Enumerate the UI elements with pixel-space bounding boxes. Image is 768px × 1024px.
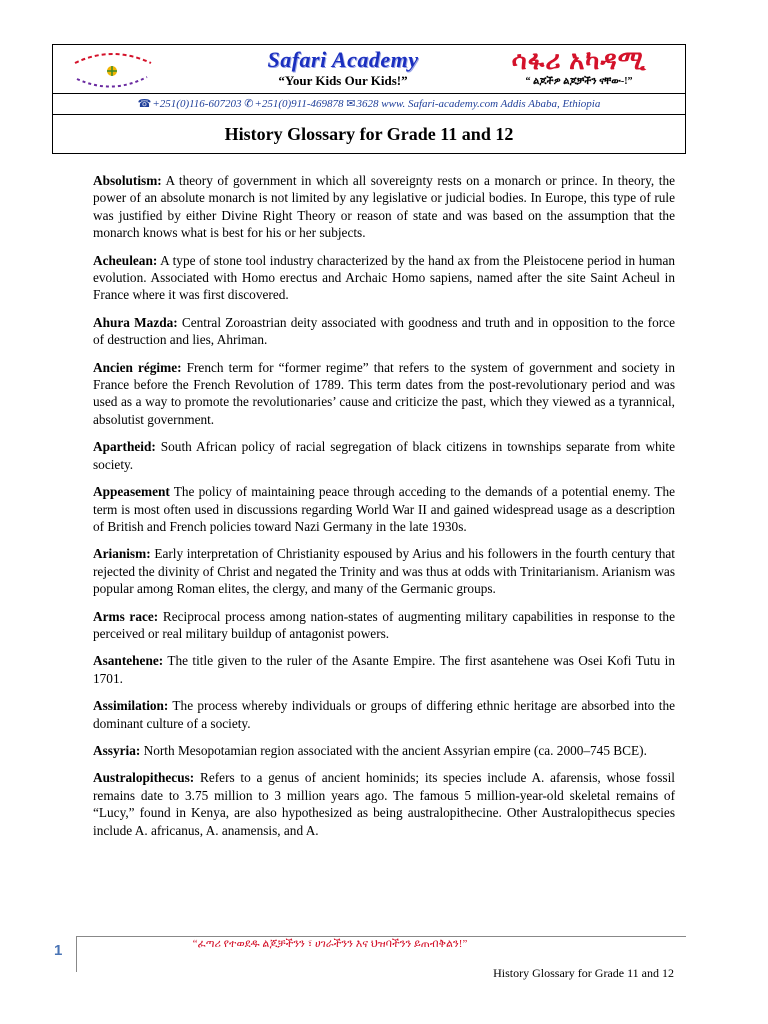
- brand-name: Safari Academy: [267, 47, 419, 72]
- glossary-entry: [93, 652, 675, 687]
- contact-address: 3628 www. Safari-academy.com Addis Ababa, Ethiopia: [356, 98, 601, 110]
- glossary-term: Absolutism:: [93, 173, 162, 188]
- letterhead-brand-row: [53, 45, 685, 93]
- glossary-term: Arms race:: [93, 608, 159, 624]
- glossary-entry: [93, 314, 675, 349]
- brand-block: [223, 47, 463, 89]
- glossary-entry: [93, 608, 675, 643]
- contact-phone: +251(0)116-607203: [152, 98, 242, 110]
- glossary-definition: A type of stone tool industry characterized by the hand ax from the Pleistocene period in human evolution. Associated with Homo erectus and Archaic Homo sapiens, named after the site Saint Acheul in France where it was first discovered.: [93, 252, 675, 303]
- phone-icon: ☎: [137, 98, 152, 110]
- glossary-definition: French term for “former regime” that refers to the system of government and society in France before the French Revolution of 1789. This term dates from the post-revolutionary period and was used as a way to promote the revolutionaries’ cause and criticize the past, which they viewed as a tyrannical, absolutist government.: [93, 359, 675, 427]
- glossary-term: Australopithecus:: [93, 770, 195, 786]
- glossary-term: Apartheid:: [93, 439, 156, 455]
- footer-quote: “ፈጣሪ የተወደዱ ልጆቻችንን ፣ ሀገራችንን እና ህዝባችንን ይጠብቅልን!”: [192, 938, 468, 950]
- contact-line: [53, 93, 685, 115]
- brand-name-amharic: ሳፋሪ አካዳሚ: [511, 46, 647, 75]
- glossary-definition: The title given to the ruler of the Asante Empire. The first asantehene was Osei Kofi Tutu in 1701.: [93, 653, 675, 686]
- glossary-entry: [93, 172, 675, 242]
- glossary-definition: Central Zoroastrian deity associated with goodness and truth and in opposition to the force of destruction and lies, Ahriman.: [93, 314, 675, 348]
- glossary-list: [93, 172, 675, 849]
- glossary-definition: The policy of maintaining peace through acceding to the demands of a potential enemy. The term is most often used in discussions regarding World War II and gained widespread usage as a description of British and French policies toward Nazi Germany in the late 1930s.: [93, 484, 675, 534]
- footer-vertical-divider: [76, 936, 77, 972]
- glossary-entry: [93, 438, 675, 473]
- glossary-definition: Reciprocal process among nation-states of augmenting military capabilities in response to the perceived or real military buildup of antagonist powers.: [93, 608, 675, 641]
- glossary-definition: Refers to a genus of ancient hominids; its species include A. afarensis, whose fossil remains date to 3.75 million to 3 million years ago. The famous 5 million-year-old skeletal remains of “Lucy,” found in Kenya, are also hypothesized as being australopithecine. Other Australopithecus species include A. africanus, A. anamensis, and A.: [93, 770, 675, 838]
- glossary-term: Assyria:: [93, 742, 141, 758]
- glossary-entry: [93, 483, 675, 535]
- glossary-definition: A theory of government in which all sovereignty rests on a monarch or prince. In theory, the power of an absolute monarch is not limited by any legislative or judicial bodies. In Europe, this type of rule was justified by either Divine Right Theory or reason of state and was based on the assumption that the monarch knows what is best for his or her subjects.: [93, 173, 675, 241]
- brand-tagline: “Your Kids Our Kids!”: [278, 73, 408, 88]
- glossary-entry: [93, 359, 675, 429]
- letterhead: [52, 44, 686, 154]
- glossary-definition: South African policy of racial segregation of black citizens in townships separate from white society.: [93, 439, 675, 472]
- brand-tagline-amharic: “ ልጆችዎ ልጆቻችን ናቸው-!”: [525, 76, 633, 87]
- glossary-term: Asantehene:: [93, 653, 164, 669]
- page-number: 1: [54, 942, 63, 959]
- glossary-term: Ancien régime:: [93, 359, 182, 375]
- glossary-definition: North Mesopotamian region associated with the ancient Assyrian empire (ca. 2000–745 BCE).: [140, 742, 647, 758]
- glossary-entry: [93, 545, 675, 597]
- mailbox-icon: ✉: [346, 98, 356, 110]
- safari-academy-logo: [67, 49, 157, 89]
- footer-running-title: History Glossary for Grade 11 and 12: [493, 966, 674, 980]
- brand-block-amharic: [479, 47, 679, 89]
- glossary-term: Ahura Mazda:: [93, 314, 178, 330]
- glossary-entry: [93, 252, 675, 304]
- document-title: History Glossary for Grade 11 and 12: [224, 124, 514, 144]
- contact-mobile: +251(0)911-469878: [254, 98, 344, 110]
- glossary-entry: [93, 697, 675, 732]
- glossary-entry: [93, 742, 675, 759]
- glossary-entry: [93, 769, 675, 839]
- glossary-term: Assimilation:: [93, 698, 169, 714]
- glossary-term: Acheulean:: [93, 252, 158, 268]
- mobile-phone-icon: ✆: [244, 98, 254, 110]
- glossary-term: Arianism:: [93, 546, 151, 562]
- glossary-definition: Early interpretation of Christianity espoused by Arius and his followers in the fourth century that rejected the divinity of Christ and negated the Trinity and was thus at odds with Trinitarianism. Arianism was popular among Roman elites, the clergy, and many of the Germanic groups.: [93, 546, 675, 597]
- footer-divider: [76, 936, 686, 937]
- glossary-definition: The process whereby individuals or groups of differing ethnic heritage are absorbed into the dominant culture of a society.: [93, 698, 675, 731]
- glossary-term: Appeasement: [93, 484, 170, 500]
